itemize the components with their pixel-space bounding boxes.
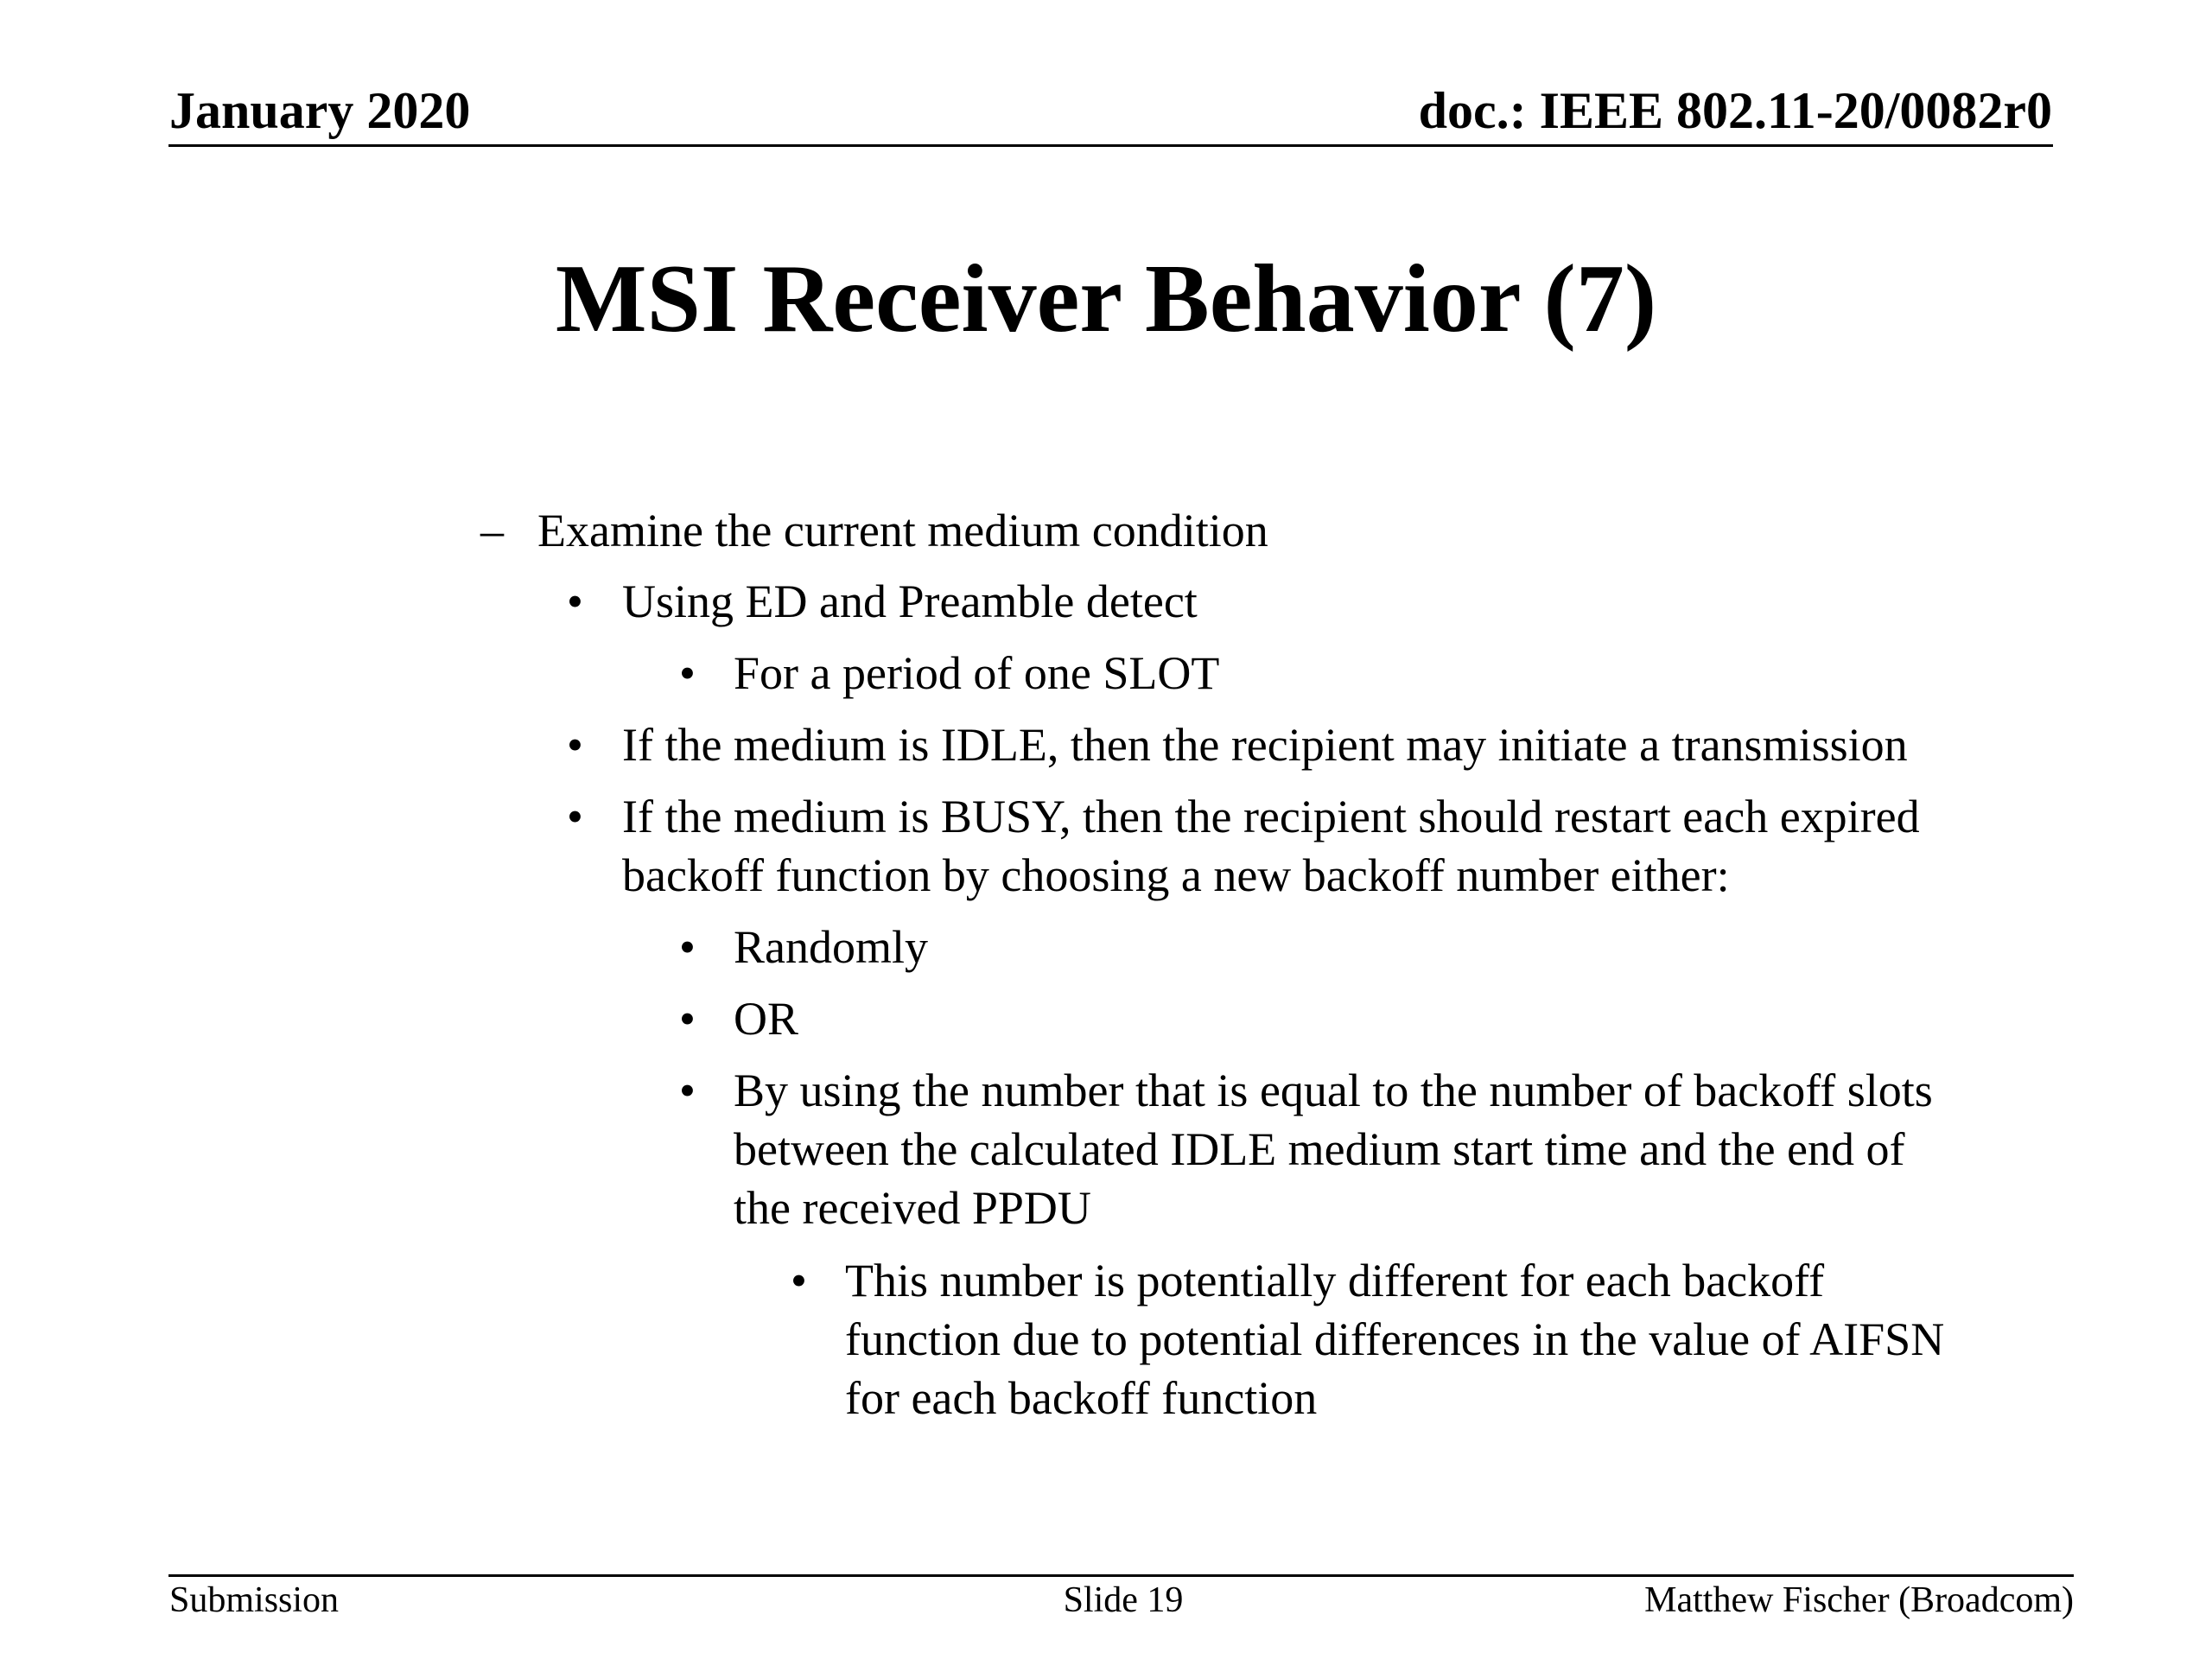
bullet-text: backoff function by choosing a new backoff number either: (622, 849, 1730, 901)
bullet-text: the received PPDU (734, 1182, 1091, 1234)
header-date: January 2020 (169, 82, 471, 139)
bullet-text: Using ED and Preamble detect (622, 575, 1198, 627)
bullet-text: function due to potential differences in the value of AIFSN (845, 1313, 1945, 1365)
bullet-text: between the calculated IDLE medium start time and the end of (734, 1123, 1905, 1175)
bullet-marker: • (679, 921, 696, 973)
header-divider (168, 144, 2053, 147)
bullet-text: Randomly (734, 921, 928, 973)
bullet-text: for each backoff function (845, 1372, 1318, 1424)
bullet-marker: • (679, 993, 696, 1045)
footer-divider (168, 1574, 2074, 1577)
bullet-marker: • (567, 791, 583, 842)
bullet-text: By using the number that is equal to the number of backoff slots (734, 1065, 1933, 1116)
bullet-text: If the medium is IDLE, then the recipient may initiate a transmission (622, 719, 1908, 771)
footer-slide-number: Slide 19 (1063, 1580, 1184, 1620)
bullet-marker: – (480, 505, 504, 556)
bullet-marker: • (791, 1255, 807, 1306)
footer-author: Matthew Fischer (Broadcom) (1644, 1580, 2074, 1620)
bullet-text: If the medium is BUSY, then the recipient should restart each expired (622, 791, 1920, 842)
footer-submission: Submission (169, 1580, 340, 1620)
header-doc-id: doc.: IEEE 802.11-20/0082r0 (1418, 82, 2052, 139)
bullet-marker: • (567, 575, 583, 627)
bullet-marker: • (567, 719, 583, 771)
bullet-marker: • (679, 1065, 696, 1116)
bullet-marker: • (679, 647, 696, 699)
bullet-text: For a period of one SLOT (734, 647, 1220, 699)
bullet-text: This number is potentially different for each backoff (845, 1255, 1825, 1306)
slide-title: MSI Receiver Behavior (7) (555, 245, 1657, 353)
bullet-text: OR (734, 993, 799, 1045)
bullet-text: Examine the current medium condition (537, 505, 1268, 556)
